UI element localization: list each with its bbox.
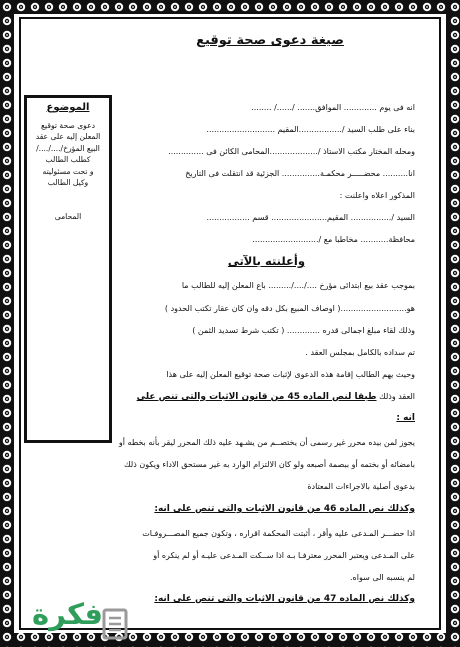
subject-line: وكيل الطالب	[47, 178, 89, 187]
text-line: السيد /................ المقيم...................... قسم .................	[206, 213, 415, 222]
text-line: بدعوى أصلية بالاجراءات المعتادة	[307, 482, 415, 491]
subject-box	[24, 95, 112, 443]
text-line: تم سداده بالكامل بمجلس العقد .	[305, 348, 415, 357]
text-line: على المـدعى ويعتبر المحرر معترفـا بـه اذا ســكت المـدعى عليـه أو لم ينكره أو	[153, 551, 415, 560]
logo-text: فكرة	[32, 597, 104, 631]
article-45-line	[137, 391, 415, 403]
article-45-heading: طبقا لنص الماده 45 من قانون الاثبات والتى تنص على	[136, 392, 377, 402]
article-47-heading: وكذلك نص الماده 47 من قانون الاثبات والتى تنص على انه:	[154, 594, 415, 604]
text-line: اذا حضـــر المـدعى عليه وأقر ، أثبتت المحكمة اقراره ، وتكون جميع المصـــروفـات	[142, 529, 415, 538]
text-line: بامضائه أو بختمه أو ببصمة أصبعه ولو كان الالتزام الوارد به غير مستحق الاداء ويكون ذلك	[124, 460, 415, 469]
document-title: صيغة دعوى صحة توقيع	[196, 33, 344, 48]
subject-line: المحامى	[54, 211, 82, 221]
section-heading-announce: وأعلنته بالآتى	[227, 254, 305, 268]
subject-heading: الموضوع	[46, 102, 90, 113]
article-45-tail: انه :	[396, 413, 415, 423]
text-line: وحيث يهم الطالب إقامة هذه الدعوى لإثبات صحة توقيع المعلن إليه على هذا	[166, 370, 415, 379]
text-line: بموجب عقد بيع ابتدائى مؤرخ ..../..../......... باع المعلن إليه للطالب ما	[181, 281, 415, 290]
text-line: هو..........................( اوصاف المبيع بكل دقه وان كان عقار تكتب الحدود )	[164, 304, 415, 313]
article-46-heading: وكذلك نص الماده 46 من قانون الاثبات والتى تنص على انه:	[154, 504, 415, 514]
text-line: ومحله المختار مكتب الاستاذ /...................المحامى الكائن فى ..............	[168, 147, 415, 156]
subject-line: و تحت مسئوليته	[42, 166, 94, 176]
subject-line: المعلن إليه على عقد	[35, 132, 101, 141]
subject-line: البيع المؤرخ/..../..../	[36, 143, 100, 153]
text-line: يجوز لمن بيده محرر غير رسمى أن يختصــم من يشـهد عليه ذلك المحرر ليقر بأنه بخطه أو	[118, 438, 415, 447]
text-line: انا.......... محضـــــر محكمـة............... الجزئية قد انتقلت فى التاريخ	[185, 169, 415, 178]
text-line: محافظة........... مخاطبا مع /..........................	[252, 235, 415, 244]
subject-line: كطلب الطالب	[45, 155, 91, 164]
text-line: بناء على طلب السيد /.................المقيم ...........................	[206, 125, 415, 134]
book-icon	[104, 610, 126, 638]
inline-label: العقد وذلك	[379, 392, 415, 401]
text-line: لم ينسبه الى سواه.	[350, 573, 415, 582]
text-line: المذكور اعلاه واعلنت :	[339, 191, 415, 200]
text-line: وذلك لقاء مبلغ اجمالى قدره ............. ( تكتب شرط تسديد الثمن )	[192, 326, 415, 335]
text-line: انه فى يوم ............. الموافق....... /....../ ........	[251, 103, 415, 112]
subject-line: دعوى صحة توقيع	[40, 120, 96, 130]
